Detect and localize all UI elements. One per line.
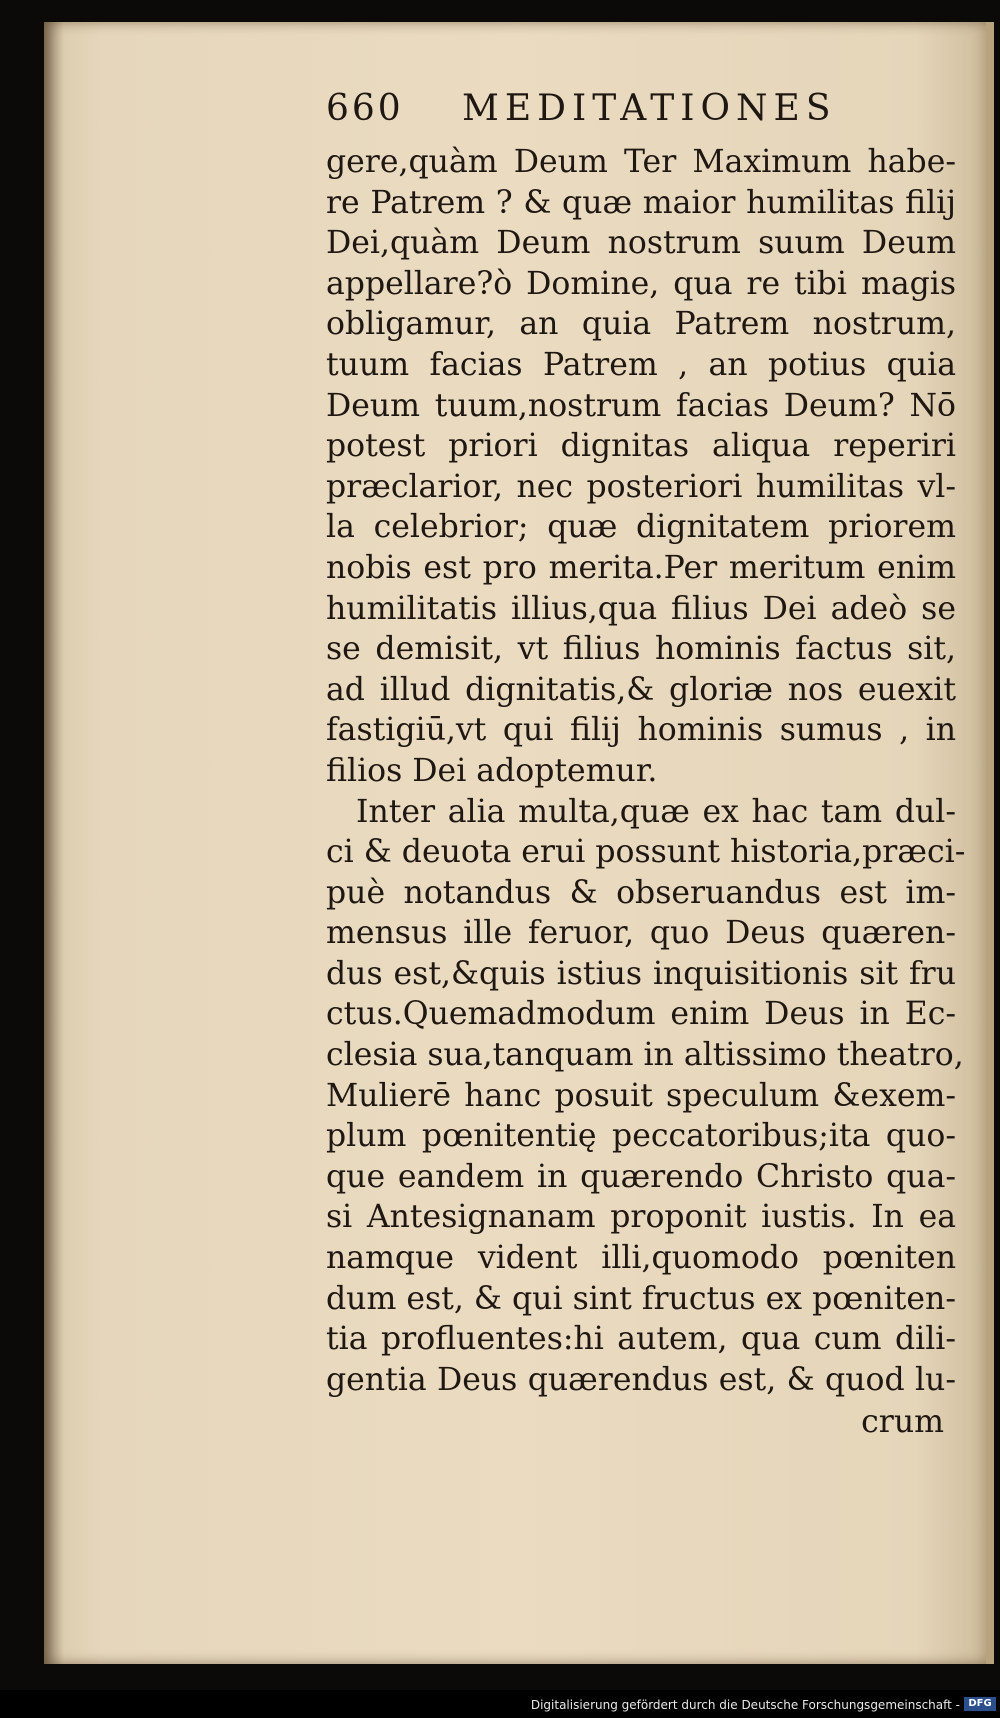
text-line: filios Dei adoptemur.	[326, 752, 658, 789]
text-line: appellare?ò Domine, qua re tibi magis	[326, 265, 956, 302]
catchword: crum	[861, 1404, 944, 1441]
text-line: Inter alia multa,quæ ex hac tam dul-	[356, 793, 956, 830]
text-line: puè notandus & obseruandus est im-	[326, 874, 956, 911]
text-line: clesia sua,tanquam in altissimo theatro,	[326, 1037, 964, 1074]
text-line: obligamur, an quia Patrem nostrum,	[326, 306, 956, 343]
page-number: 660	[326, 88, 404, 129]
text-line: que eandem in quærendo Christo qua-	[326, 1158, 956, 1195]
text-line: plum pœnitentię peccatoribus;ita quo-	[326, 1118, 956, 1155]
text-line: mensus ille feruor, quo Deus quæren-	[326, 915, 956, 952]
text-line: Mulierē hanc posuit speculum &exem-	[326, 1077, 956, 1114]
text-line: dus est,&quis istius inquisitionis sit fru	[326, 955, 956, 992]
text-line: tia profluentes:hi autem, qua cum dili-	[326, 1321, 956, 1358]
text-line: ctus.Quemadmodum enim Deus in Ec-	[326, 996, 956, 1033]
text-line: ad illud dignitatis,& gloriæ nos euexit	[326, 671, 956, 708]
text-line: Dei,quàm Deum nostrum suum Deum	[326, 225, 956, 262]
text-line: namque vident illi,quomodo pœniten	[326, 1240, 956, 1277]
page-edge	[986, 22, 994, 1664]
funding-note: Digitalisierung gefördert durch die Deutsche Forschungsgemeinschaft -	[530, 1698, 960, 1712]
text-line: nobis est pro merita.Per meritum enim	[326, 549, 956, 586]
text-line: potest priori dignitas aliqua reperiri	[326, 428, 956, 465]
gutter-shadow	[44, 22, 64, 1664]
text-line: la celebrior; quæ dignitatem priorem	[326, 509, 956, 546]
text-line: præclarior, nec posteriori humilitas vl-	[326, 468, 956, 505]
text-line: se demisit, vt filius hominis factus sit,	[326, 631, 956, 668]
text-line: fastigiū,vt qui filij hominis sumus , in	[326, 712, 956, 749]
text-line: re Patrem ? & quæ maior humilitas filij	[326, 184, 956, 221]
text-line: gentia Deus quærendus est, & quod lu-	[326, 1361, 956, 1398]
text-line: tuum facias Patrem , an potius quia	[326, 346, 956, 383]
page-text-block	[326, 88, 966, 1443]
body-text	[326, 142, 966, 1400]
text-line: si Antesignanam proponit iustis. In ea	[326, 1199, 956, 1236]
text-line: ci & deuota erui possunt historia,præci-	[326, 834, 966, 871]
running-title: MEDITATIONES	[462, 88, 837, 129]
dfg-logo: DFG	[964, 1697, 996, 1711]
running-head	[326, 88, 956, 140]
text-line: humilitatis illius,qua filius Dei adeò se	[326, 590, 956, 627]
text-line: gere,quàm Deum Ter Maximum habe-	[326, 144, 956, 180]
text-line: Deum tuum,nostrum facias Deum? Nō	[326, 387, 956, 424]
text-line: dum est, & qui sint fructus ex pœniten-	[326, 1280, 956, 1317]
